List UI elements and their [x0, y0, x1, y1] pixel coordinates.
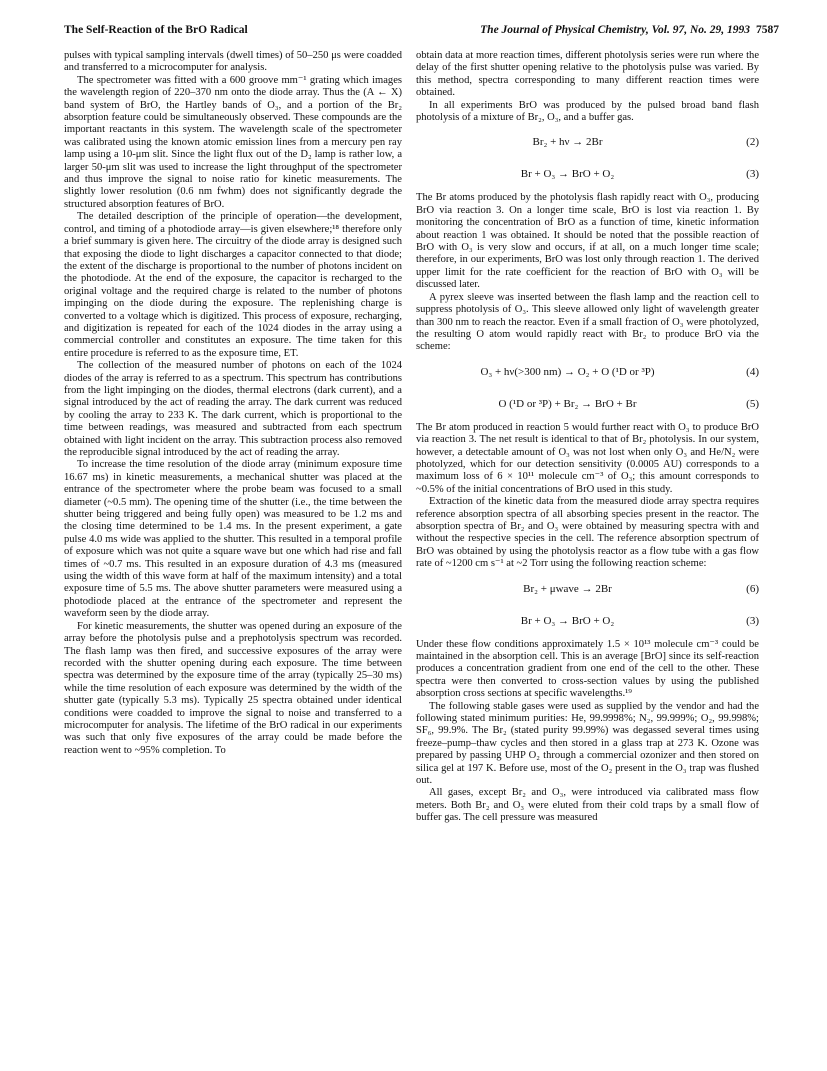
equation-number: (3) [746, 168, 759, 181]
equation-4 [416, 360, 759, 386]
paragraph: In all experiments BrO was produced by the pulsed broad band flash photolysis of a mixture of Br₂, O₃, and a buffer gas. [416, 99, 759, 124]
equation-number: (4) [746, 365, 759, 378]
journal-citation [480, 24, 779, 36]
equation-expression: Br₂ + μwave → 2Br [523, 582, 612, 595]
paragraph: To increase the time resolution of the diode array (minimum exposure time 16.67 ms) in kinetic measurements, a mechanical shutter was placed at the entrance of the spectrometer where the probe beam was focused to a small diameter (~0.5 mm). The opening time of the shutter (i.e., the time between the shutter being triggered and being fully open) was measured to be 1.2 ms and the closing time determined to be 1.4 ms. In the present experiment, a gate pulse 4.0 ms wide was applied to the shutter. This resulted in a temporal profile of exposure which was not quite a square wave but one which had rise and fall times of ~0.7 ms. This resulted in an exposure duration of 4.3 ms (measured using the width of this wave form at half of the maximum intensity) and a total exposure time of 5.5 ms. The above shutter parameters were measured using a photodiode placed at the entrance of the spectrometer and represent the waveform seen by the diode array. [64, 459, 402, 620]
equation-number: (5) [746, 397, 759, 410]
paragraph: All gases, except Br₂ and O₃, were introduced via calibrated mass flow meters. Both Br₂ and O₃ were eluted from their cold traps by a small flow of buffer gas. The cell pressure was measured [416, 787, 759, 824]
equation-expression: Br₂ + hν → 2Br [532, 136, 603, 149]
equation-number: (6) [746, 582, 759, 595]
paragraph: A pyrex sleeve was inserted between the flash lamp and the reaction cell to suppress photolysis of O₃. This sleeve allowed only light of wavelength greater than 300 nm to reach the reactor. Even if a small fraction of O₃ were photolyzed, the resulting O atom would rapidly react with Br₂ to produce BrO via the scheme: [416, 291, 759, 353]
paragraph: For kinetic measurements, the shutter was opened during an exposure of the array before the photolysis pulse and a prephotolysis spectrum was recorded. The flash lamp was then fired, and successive exposures of the array were recorded with the shutter opening during each exposure. The time between spectra was determined by the exposure time of the array (typically 25–30 ms) while the time resolution of each exposure was determined by the width of the shutter gate (typically 5.3 ms). Typically 25 spectra obtained under identical conditions were coadded to improve the signal to noise and transferred to a microcomputer for analysis. The lifetime of the BrO radical in our experiments was such that only five exposures of the array could be made before the reaction went to ~95% completion. To [64, 620, 402, 756]
paragraph: The collection of the measured number of photons on each of the 1024 diodes of the array is referred to as a spectrum. This spectrum has contributions from the light impinging on the diodes, thermal electrons (dark current), and a signal introduced by the act of reading the array. The dark current was reduced by cooling the array to 233 K. The dark current, which is proportional to the time between readings, was measured and subtracted from each spectrum obtained with light incident on the array. This subtraction process also removed the reproducible signal introduced by the act of reading the array. [64, 360, 402, 458]
article-short-title: The Self-Reaction of the BrO Radical [64, 24, 248, 36]
equation-3-repeat [416, 609, 759, 635]
equation-expression: Br + O₃ → BrO + O₂ [520, 614, 615, 627]
paragraph: The Br atom produced in reaction 5 would further react with O₃ to produce BrO via reaction 3. The net result is identical to that of Br₂ photolysis. In our system, however, a detectable amount of O₃ was not lost when only O₃ and He/N₂ were photolyzed, which for our detection sensitivity (0.0005 AU) corresponds to a maximum loss of 6 × 10¹¹ molecule cm⁻³ of O₃; this amount corresponds to ~0.5% of the initial concentrations of BrO used in this study. [416, 421, 759, 495]
paragraph: Extraction of the kinetic data from the measured diode array spectra requires reference absorption spectra of all absorbing species present in the reactor. The absorption spectra of Br₂ and O₃ were obtained by measuring spectra with and without the respective species in the cell. The reference absorption spectrum of BrO was obtained by using the photolysis reactor as a flow tube with a gas flow rate of ~1200 cm s⁻¹ at ~2 Torr using the following reaction scheme: [416, 496, 759, 570]
equation-number: (3) [746, 614, 759, 627]
journal-name: The Journal of Physical Chemistry, Vol. 97, No. 29, 1993 [480, 24, 750, 36]
equation-number: (2) [746, 136, 759, 149]
running-header [64, 24, 779, 40]
page-number: 7587 [756, 24, 779, 36]
paragraph: Under these flow conditions approximately 1.5 × 10¹³ molecule cm⁻³ could be maintained in the absorption cell. This is an average [BrO] since its self-reaction produces a concentration gradient from one end of the cell to the other. These spectra were then converted to cross-section values by using the published absorption cross sections at specific wavelengths.¹⁹ [416, 638, 759, 700]
paragraph: The Br atoms produced by the photolysis flash rapidly react with O₃, producing BrO via reaction 3. On a longer time scale, BrO is lost via reaction 1. By monitoring the concentration of BrO as a function of time, kinetic information about reaction 1 was obtained. It should be noted that the possible reaction of BrO with O₃ is very slow and occurs, if at all, on a much longer time scale; therefore, in our experiments, BrO was lost only through reaction 1. The derived upper limit for the rate coefficient for the reaction of BrO with O₃ will be discussed later. [416, 192, 759, 291]
paragraph: The following stable gases were used as supplied by the vendor and had the following stated minimum purities: He, 99.9998%; N₂, 99.999%; O₂, 99.998%; SF₆, 99.9%. The Br₂ (stated purity 99.99%) was degassed several times using freeze–pump–thaw cycles and then stored in a glass trap at 273 K. Ozone was prepared by passing UHP O₂ through a commercial ozonizer and then stored on silica gel at 197 K. Before use, most of the O₂ present in the O₃ trap was flushed out. [416, 700, 759, 787]
equation-6 [416, 577, 759, 603]
equation-expression: O₃ + hν(>300 nm) → O₂ + O (¹D or ³P) [480, 365, 655, 378]
equation-3 [416, 162, 759, 188]
paragraph: The detailed description of the principle of operation—the development, control, and timing of a photodiode array—is given elsewhere;¹⁸ therefore only a brief summary is given here. The circuitry of the diode array is designed such that exposing the diode to light discharges a capacitor connected to that diode; the extent of the discharge is proportional to the number of photons incident on the photodiode. At the end of the exposure, the capacitor is recharged to the original voltage and the required charge is related to the number of photons impinging on the diode during the exposure. The replenishing charge is converted to a voltage which is digitized. This process of exposure, recharging, and digitization is repeated for each of the 1024 diodes in the array using a commercial controller and constitutes an exposure. The time taken for this entire procedure is referred to as the exposure time, ET. [64, 211, 402, 359]
paragraph: The spectrometer was fitted with a 600 groove mm⁻¹ grating which images the wavelength region of 220–370 nm onto the diode array. Thus the (A ← X) band system of BrO, the Hartley bands of O₃, and a portion of the Br₂ absorption feature could be simultaneously observed. These compounds are the important reactants in this system. The wavelength scale of the spectrometer was calibrated using the known atomic emission lines from a mercury pen ray lamp using a 10-μm slit. Since the light flux out of the D₂ lamp is rather low, a larger 50-μm slit was used to increase the light throughput of the spectrometer and thus improve the signal to noise ratio for kinetic measurements. The slightly lower resolution (0.6 nm fwhm) does not significantly degrade the structured absorption features of BrO. [64, 74, 402, 210]
equation-5 [416, 392, 759, 418]
right-column [416, 50, 759, 825]
equation-expression: O (¹D or ³P) + Br₂ → BrO + Br [498, 397, 637, 410]
paragraph: obtain data at more reaction times, different photolysis series were run where the delay of the first shutter opening relative to the photolysis pulse was varied. By this method, spectra corresponding to many different reaction times were obtained. [416, 50, 759, 99]
paragraph: pulses with typical sampling intervals (dwell times) of 50–250 μs were coadded and transferred to a microcomputer for analysis. [64, 50, 402, 74]
equation-expression: Br + O₃ → BrO + O₂ [520, 168, 615, 181]
left-column [64, 50, 402, 757]
equation-2 [416, 130, 759, 156]
